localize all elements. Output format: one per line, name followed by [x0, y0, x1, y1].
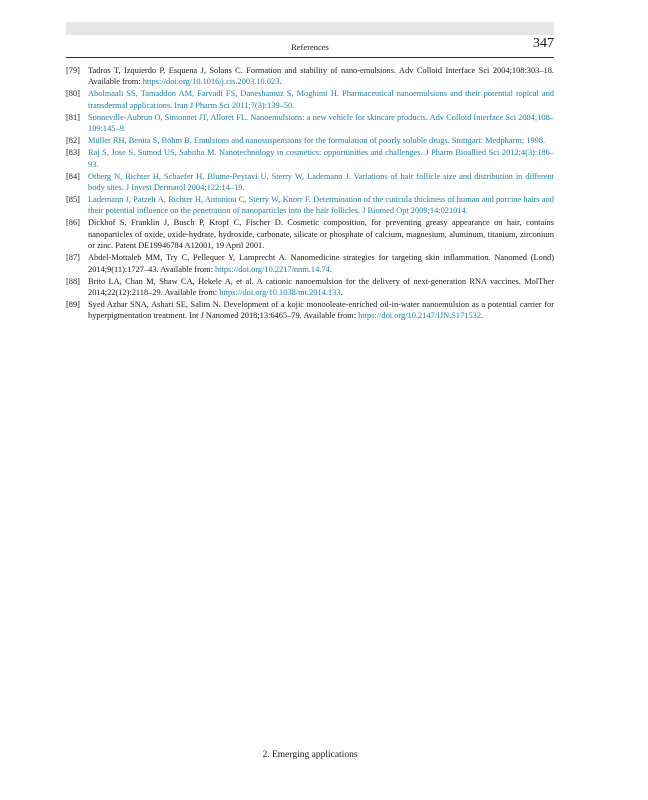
reference-number: [80]: [66, 89, 80, 99]
doi-link[interactable]: https://doi.org/10.2147/IJN.S171532: [358, 311, 482, 321]
running-header-title: References: [291, 42, 329, 52]
reference-item: [66, 276, 554, 299]
reference-text: Dickhof S, Franklin J, Busch P, Kropf C, Fischer D. Cosmetic composition, for preventing greasy appearance on hair, contains nanoparticles of oxide, oxide-hydrate, hydroxide, carbonate, silicate or phosphate of calcium, magnesium, aluminum, titanium, zirconium or zinc. Patent DE19946784 A12001, 19 April 2001.: [88, 218, 554, 251]
reference-text[interactable]: Raj S, Jose S, Sumod US, Sabitha M. Nanotechnology in cosmetics: opportunities and challenges. J Pharm Bioallied Sci 2012;4(3):186–93.: [88, 148, 554, 169]
doi-link[interactable]: https://doi.org/10.2217/nnm.14.74: [215, 264, 330, 274]
reference-text: [88, 299, 554, 322]
reference-item: [66, 147, 554, 170]
reference-body: Brito LA, Chan M, Shaw CA, Hekele A, et al. A cationic nanoemulsion for the delivery of next-generation RNA vaccines. MolTher 2014;22(12):2118–29. Available from:: [88, 276, 554, 298]
doi-link[interactable]: https://doi.org/10.1016/j.cis.2003.10.023: [142, 77, 280, 87]
reference-item: [66, 252, 554, 275]
reference-number: [83]: [66, 148, 80, 158]
header-rule: [66, 57, 554, 58]
reference-number: [84]: [66, 171, 80, 181]
doi-link[interactable]: https://doi.org/10.1038/mt.2014.133: [219, 288, 341, 298]
reference-text[interactable]: Sonneville-Aubrun O, Simonnet JT, Alloret FL. Nanoemulsions: a new vehicle for skincare products. Adv Colloid Interface Sci 2004;108–109:145–9.: [88, 112, 554, 134]
reference-item: [66, 217, 554, 251]
reference-end: .: [481, 311, 484, 321]
reference-text: [88, 252, 554, 275]
reference-number: [85]: [66, 195, 80, 205]
reference-number: [82]: [66, 136, 80, 146]
reference-text: [88, 276, 554, 299]
reference-number: [79]: [66, 66, 80, 75]
reference-item: [66, 112, 554, 135]
page-number: 347: [533, 36, 554, 51]
reference-text[interactable]: Otberg N, Richter H, Schaefer H, Blume-Peytavi U, Sterry W, Lademann J. Variations of hair follicle size and distribution in different body sites. J Invest Dermatol 2004;122:14–19.: [88, 171, 554, 193]
reference-item: [66, 88, 554, 111]
reference-end: .: [279, 77, 282, 87]
reference-item: [66, 65, 554, 88]
reference-item: [66, 171, 554, 194]
reference-number: [89]: [66, 300, 80, 310]
reference-text: [88, 65, 554, 88]
reference-body: Abdel-Mottaleb MM, Try C, Pellequer Y, Lamprecht A. Nanomedicine strategies for targeting skin inflammation. Nanomed (Lond) 2014;9(11):1727–43. Available from:: [88, 253, 554, 274]
reference-item: [66, 135, 554, 146]
reference-number: [86]: [66, 218, 80, 228]
reference-end: .: [329, 264, 332, 274]
reference-item: [66, 194, 554, 217]
reference-body: Tadros T, Izquierdo P, Esquena J, Solans C. Formation and stability of nano-emulsions. Adv Colloid Interface Sci 2004;108:303–18. Available from:: [88, 66, 554, 87]
reference-text[interactable]: Müller RH, Benita S, Böhm B. Emulsions and nanosuspensions for the formulation of poorly soluble drugs. Stuttgart: Medpharm; 1998.: [88, 136, 546, 146]
reference-item: [66, 299, 554, 322]
reference-number: [88]: [66, 276, 80, 286]
reference-text[interactable]: Lademann J, Patzelt A, Richter H, Antoniou C, Sterry W, Knorr F. Determination of the cuticula thickness of human and porcine hairs and their potential influence on the penetration of nanoparticles into the hair follicles. J Biomed Opt 2009;14:021014.: [88, 195, 554, 216]
reference-number: [87]: [66, 253, 80, 263]
footer-section-title: 2. Emerging applications: [262, 750, 358, 760]
reference-end: .: [340, 288, 343, 298]
reference-number: [81]: [66, 112, 80, 122]
reference-text[interactable]: Abolmaali SS, Tamaddon AM, Farvadi FS, Daneshamuz S, Moghimi H. Pharmaceutical nanoemulsions and their potential topical and transdermal applications. Iran J Pharm Sci 2011;7(3):139–50.: [88, 89, 554, 110]
reference-list: [66, 65, 554, 322]
reference-body: Syed Azhar SNA, Ashari SE, Salim N. Development of a kojic monooleate-enriched oil-in-water nanoemulsion as a potential carrier for hyperpigmentation treatment. Int J Nanomed 2018;13:6465–79. Available from:: [88, 300, 554, 321]
header-band: [66, 22, 554, 35]
